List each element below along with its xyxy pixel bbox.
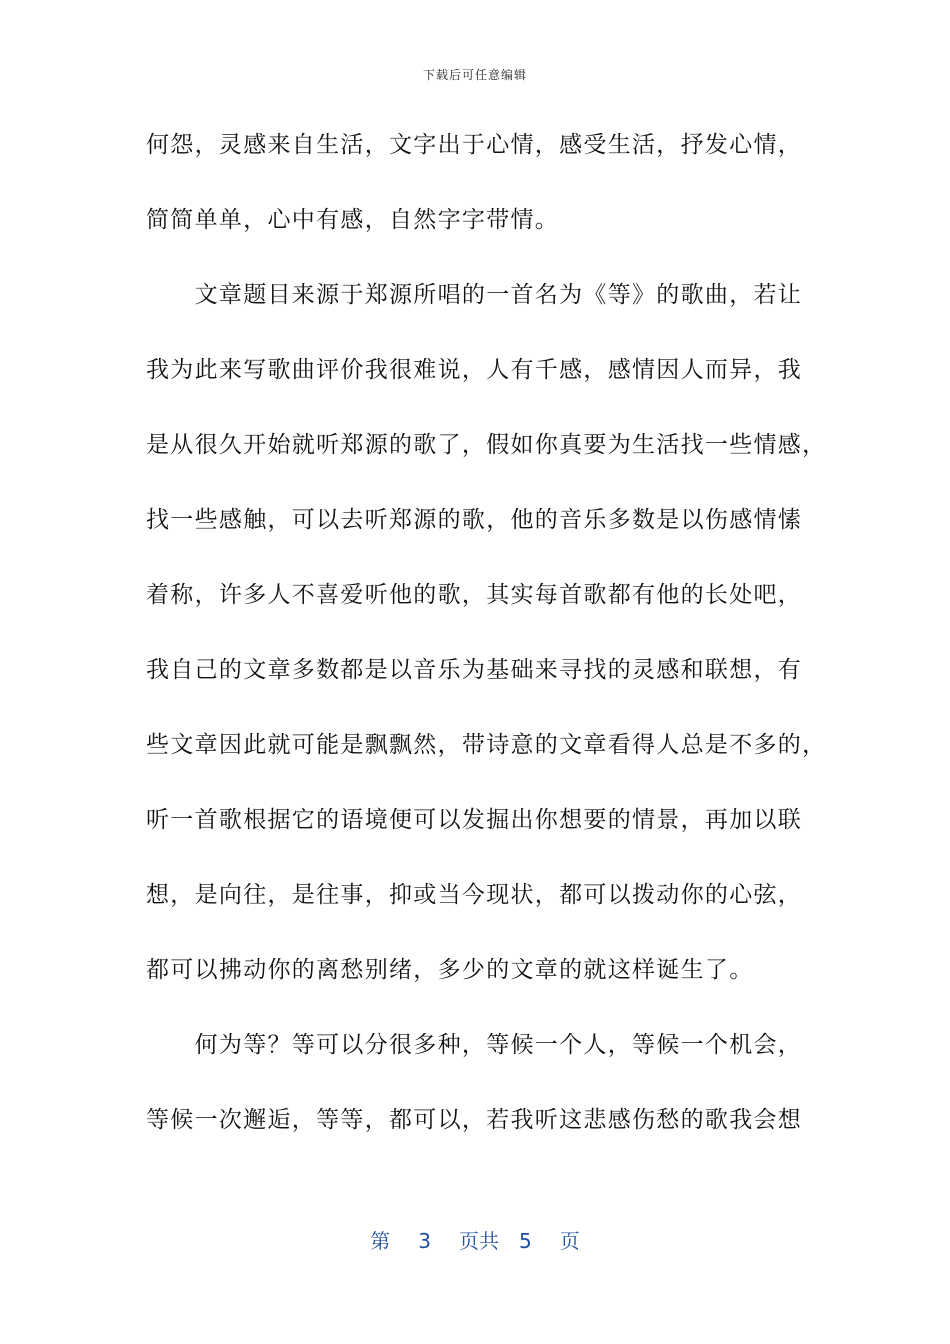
total-pages-number: 5 (519, 1229, 532, 1253)
text-line: 都可以拂动你的离愁别绪，多少的文章的就这样诞生了。 (146, 957, 754, 983)
page-footer (0, 1225, 950, 1254)
text-line: 简简单单，心中有感，自然字字带情。 (146, 207, 560, 233)
text-line: 听一首歌根据它的语境便可以发掘出你想要的情景，再加以联 (146, 807, 803, 833)
footer-middle: 页共 (459, 1229, 499, 1253)
page-header: 下载后可任意编辑 (422, 68, 527, 82)
text-line: 等候一次邂逅，等等，都可以，若我听这悲感伤愁的歌我会想 (146, 1107, 803, 1133)
current-page-number: 3 (418, 1229, 431, 1253)
text-line: 我为此来写歌曲评价我很难说，人有千感，感情因人而异，我 (146, 357, 803, 383)
text-line: 想，是向往，是往事，抑或当今现状，都可以拨动你的心弦， (146, 882, 803, 908)
text-line: 何怨，灵感来自生活，文字出于心情，感受生活，抒发心情， (146, 132, 803, 158)
text-line: 我自己的文章多数都是以音乐为基础来寻找的灵感和联想，有 (146, 657, 803, 683)
text-line: 找一些感触，可以去听郑源的歌，他的音乐多数是以伤感情愫 (146, 507, 803, 533)
text-line: 些文章因此就可能是飘飘然，带诗意的文章看得人总是不多的， (146, 732, 827, 758)
text-line: 是从很久开始就听郑源的歌了，假如你真要为生活找一些情感， (146, 432, 827, 458)
footer-suffix: 页 (559, 1229, 580, 1253)
text-line: 着称，许多人不喜爱听他的歌，其实每首歌都有他的长处吧， (146, 582, 803, 608)
text-line: 何为等？等可以分很多种，等候一个人，等候一个机会， (146, 1032, 803, 1058)
text-line: 文章题目来源于郑源所唱的一首名为《等》的歌曲，若让 (146, 282, 803, 308)
footer-prefix: 第 (370, 1229, 391, 1253)
